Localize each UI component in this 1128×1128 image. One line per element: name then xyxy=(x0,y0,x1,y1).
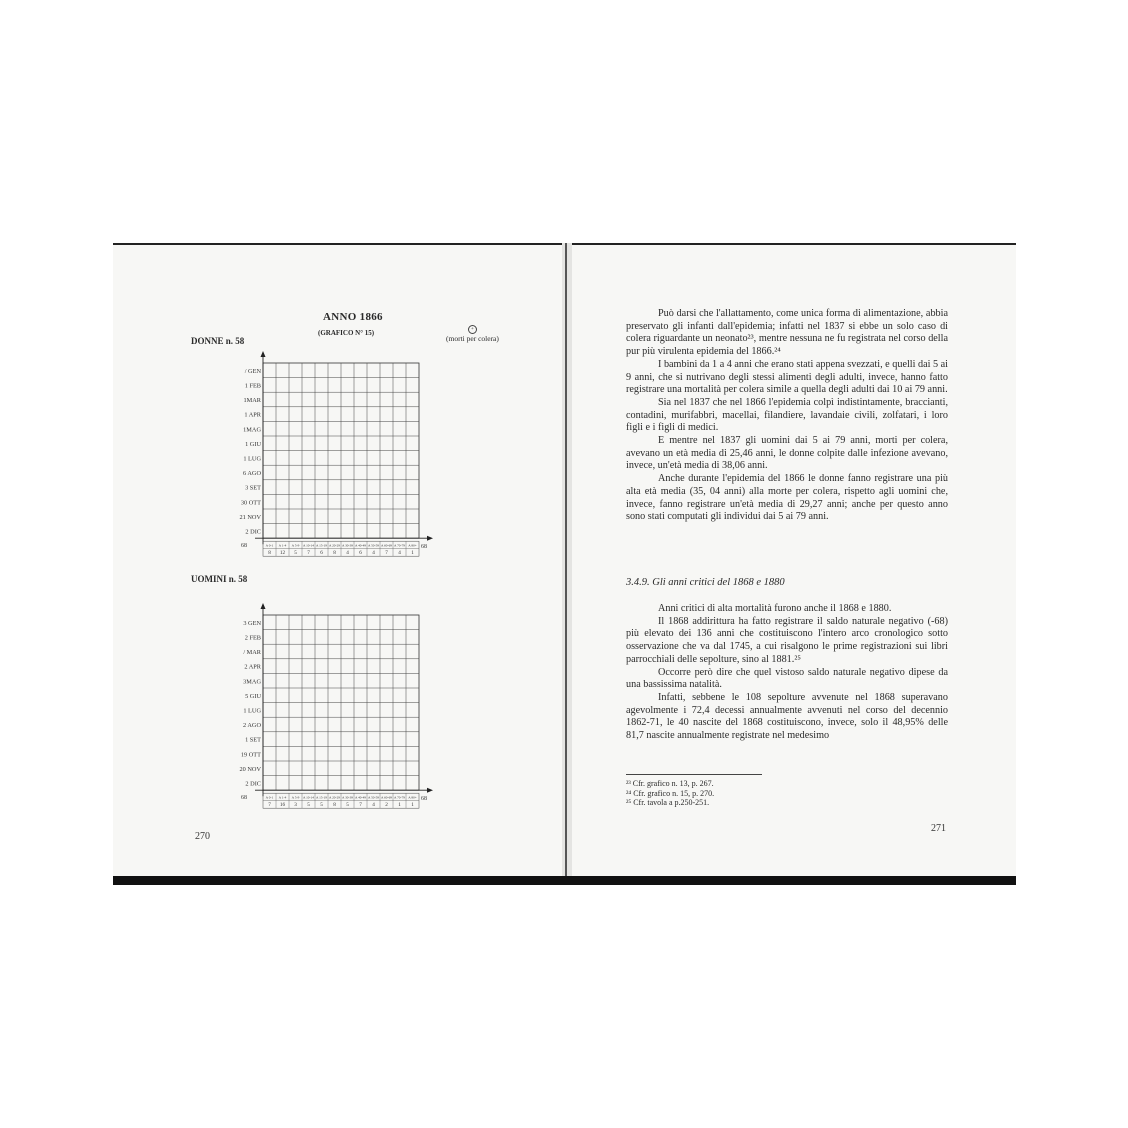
section-heading: 3.4.9. Gli anni critici del 1868 e 1880 xyxy=(626,577,785,588)
men-month-label: 2 FEB xyxy=(244,634,261,642)
men-month-label: 2 APR xyxy=(244,663,261,671)
men-age-group-label: A 20-29 xyxy=(328,795,341,800)
women-age-count: 4 xyxy=(346,550,349,557)
paragraph: Può darsi che l'allattamento, come unica forma di alimentazione, abbia preservato gli infanti dall'epidemia; infatti nel 1837 si ebbe un solo caso di colera riguardante un neonato²³, mentre nessuna ne fu registrata nel corso della pur più virulenta epidemia del 1866.²⁴ xyxy=(626,308,948,358)
women-month-label: 1 GIU xyxy=(245,440,261,448)
men-age-group-label: A 5-9 xyxy=(291,795,300,800)
women-age-count: 12 xyxy=(279,550,286,557)
men-age-group-label: A 40-49 xyxy=(354,795,367,800)
men-age-group-label: A 10-14 xyxy=(302,795,315,800)
women-age-count: 6 xyxy=(359,550,362,557)
men-age-count: 3 xyxy=(294,802,297,809)
women-month-label: 6 AGO xyxy=(242,470,261,478)
paragraph: E mentre nel 1837 gli uomini dai 5 ai 79 anni, morti per colera, avevano un età media di 25,46 anni, le donne colpite dalle infezione avevano, invece, un'età media di 38,06 anni. xyxy=(626,435,948,472)
women-age-group-label: A 15-19 xyxy=(315,543,328,548)
book-spread xyxy=(113,243,1016,885)
men-age-group-label: A 15-19 xyxy=(315,795,328,800)
women-age-group-label: A 80+ xyxy=(408,543,417,548)
chart-title: ANNO 1866 xyxy=(323,311,383,323)
paragraph: Infatti, sebbene le 108 sepolture avvenute nel 1868 superavano agevolmente i 72,4 decessi annualmente avvenuti nel corso del decennio 1862-71, le 40 nascite del 1868 costituiscono, invece, solo il 48,95% delle 81,7 nascite annualmente registrate nel medesimo xyxy=(626,691,948,742)
women-month-label: 21 NOV xyxy=(239,513,261,521)
men-age-count: 7 xyxy=(268,802,271,809)
women-age-group-label: A 50-59 xyxy=(367,543,380,548)
body-text-top xyxy=(626,308,948,524)
men-month-label: 3 GEN xyxy=(243,619,261,627)
paragraph: I bambini da 1 a 4 anni che erano stati appena svezzati, e quelli dai 5 ai 9 anni, che si nutrivano degli stessi alimenti degli adulti, invece, hanno fatto registrare una mortalità per colera simile a quella degli adulti dai 10 ai 79 anni. xyxy=(626,358,948,396)
women-y-axis-arrow-icon xyxy=(261,351,266,357)
men-age-group-label: A 1-4 xyxy=(278,795,287,800)
women-age-group-label: A 5-9 xyxy=(291,543,300,548)
women-month-label: 30 OTT xyxy=(240,499,261,507)
legend-label: (morti per colera) xyxy=(446,334,499,343)
chart-subtitle: (GRAFICO N° 15) xyxy=(318,329,375,337)
paragraph: Sia nel 1837 che nel 1866 l'epidemia colpì indistintamente, braccianti, contadini, murifabbri, macellai, filandiere, lavandaie civili, zolfatari, i loro figli e i figli di medici. xyxy=(626,396,948,434)
paragraph: Il 1868 addirittura ha fatto registrare il saldo naturale negativo (-68) più elevato dei 136 anni che costituiscono l'intero arco cronologico sotto osservazione che va dal 1745, a cui risalgono le prime registrazioni sui libri parrocchiali delle sepolture, sino al 1881.²⁵ xyxy=(626,615,948,665)
men-age-group-label: A 80+ xyxy=(408,795,417,800)
men-axis-right-value: 68 xyxy=(421,796,427,803)
women-age-group-label: A 0-1 xyxy=(265,543,274,548)
women-age-group-label: A 1-4 xyxy=(278,543,287,548)
women-age-group-label: A 70-79 xyxy=(393,543,406,548)
page-number-right: 271 xyxy=(931,823,946,834)
men-age-count: 1 xyxy=(398,802,401,809)
women-age-count: 4 xyxy=(398,550,401,557)
paragraph: Anche durante l'epidemia del 1866 le donne fanno registrare una più alta età media (35, 04 anni) alla morte per colera, rispetto agli uomini che, invece, fanno registrare un'età media di 29,27 anni; anche per questo anno sono stati computati gli individui dai 5 ai 79 anni. xyxy=(626,473,948,523)
men-x-axis-arrow-icon xyxy=(427,788,433,793)
women-age-group-label: A 40-49 xyxy=(354,543,367,548)
women-age-count: 8 xyxy=(333,550,336,557)
men-age-count: 4 xyxy=(372,802,375,809)
women-month-label: 1 LUG xyxy=(243,455,261,463)
men-age-group-label: A 0-1 xyxy=(265,795,274,800)
women-age-group-label: A 20-29 xyxy=(328,543,341,548)
women-axis-right-value: 68 xyxy=(421,544,427,551)
men-month-label: 1 SET xyxy=(245,736,261,744)
footnote: ²³ Cfr. grafico n. 13, p. 267. xyxy=(626,779,714,788)
page-number-left: 270 xyxy=(195,831,210,842)
women-age-count: 5 xyxy=(294,550,297,557)
women-age-group-label: A 10-14 xyxy=(302,543,315,548)
men-axis-left-value: 68 xyxy=(241,795,247,802)
men-age-count: 5 xyxy=(320,802,323,809)
book-gutter xyxy=(562,243,572,885)
women-age-group-label: A 60-69 xyxy=(380,543,393,548)
men-month-label: 3MAG xyxy=(243,678,261,686)
men-age-group-label: A 60-69 xyxy=(380,795,393,800)
footnote: ²⁴ Cfr. grafico n. 15, p. 270. xyxy=(626,788,715,798)
women-chart-label: DONNE n. 58 xyxy=(191,336,245,346)
women-month-label: 3 SET xyxy=(245,484,261,492)
footnotes xyxy=(626,779,714,808)
men-age-group-label: A 70-79 xyxy=(393,795,406,800)
women-age-count: 7 xyxy=(385,550,388,557)
men-age-group-label: A 50-59 xyxy=(367,795,380,800)
women-month-label: 1 FEB xyxy=(244,382,261,390)
footnote: ²⁵ Cfr. tavola a p.250-251. xyxy=(626,798,710,807)
men-month-label: 2 DIC xyxy=(245,780,261,788)
right-page xyxy=(572,243,1016,885)
women-age-group-label: A 30-39 xyxy=(341,543,354,548)
book-spine-line xyxy=(565,243,567,885)
men-age-count: 5 xyxy=(307,802,310,809)
paragraph: Occorre però dire che quel vistoso saldo naturale negativo dipese da una bassissima natalità. xyxy=(626,666,948,691)
women-month-label: 1MAG xyxy=(243,426,261,434)
women-x-axis-arrow-icon xyxy=(427,536,433,541)
body-text-bottom xyxy=(626,603,948,743)
men-chart xyxy=(223,595,453,809)
legend xyxy=(446,325,499,343)
left-page xyxy=(113,243,562,885)
men-age-count: 8 xyxy=(333,802,336,809)
women-month-label: 1MAR xyxy=(243,397,261,405)
women-age-count: 4 xyxy=(372,550,375,557)
women-month-label: 2 DIC xyxy=(245,528,261,536)
men-month-label: 19 OTT xyxy=(240,751,261,759)
cholera-death-symbol-icon: + xyxy=(468,325,477,334)
women-age-count: 6 xyxy=(320,550,323,557)
men-age-count: 2 xyxy=(385,802,388,809)
men-age-count: 7 xyxy=(359,802,362,809)
footnote-rule xyxy=(626,774,762,775)
women-month-label: / GEN xyxy=(244,367,261,375)
men-y-axis-arrow-icon xyxy=(261,603,266,609)
women-month-label: 1 APR xyxy=(244,411,261,419)
men-month-label: 2 AGO xyxy=(242,722,261,730)
women-chart xyxy=(223,343,453,557)
paragraph: Anni critici di alta mortalità furono anche il 1868 e 1880. xyxy=(658,603,892,614)
men-chart-label: UOMINI n. 58 xyxy=(191,574,248,584)
men-month-label: / MAR xyxy=(243,649,261,657)
women-age-count: 1 xyxy=(411,550,414,557)
men-age-count: 1 xyxy=(411,802,414,809)
men-month-label: 5 GIU xyxy=(245,692,261,700)
women-axis-left-value: 68 xyxy=(241,543,247,550)
men-age-group-label: A 30-39 xyxy=(341,795,354,800)
women-age-count: 7 xyxy=(307,550,310,557)
men-month-label: 1 LUG xyxy=(243,707,261,715)
men-month-label: 20 NOV xyxy=(239,765,261,773)
men-age-count: 5 xyxy=(346,802,349,809)
men-age-count: 16 xyxy=(279,802,286,809)
women-age-count: 8 xyxy=(268,550,271,557)
